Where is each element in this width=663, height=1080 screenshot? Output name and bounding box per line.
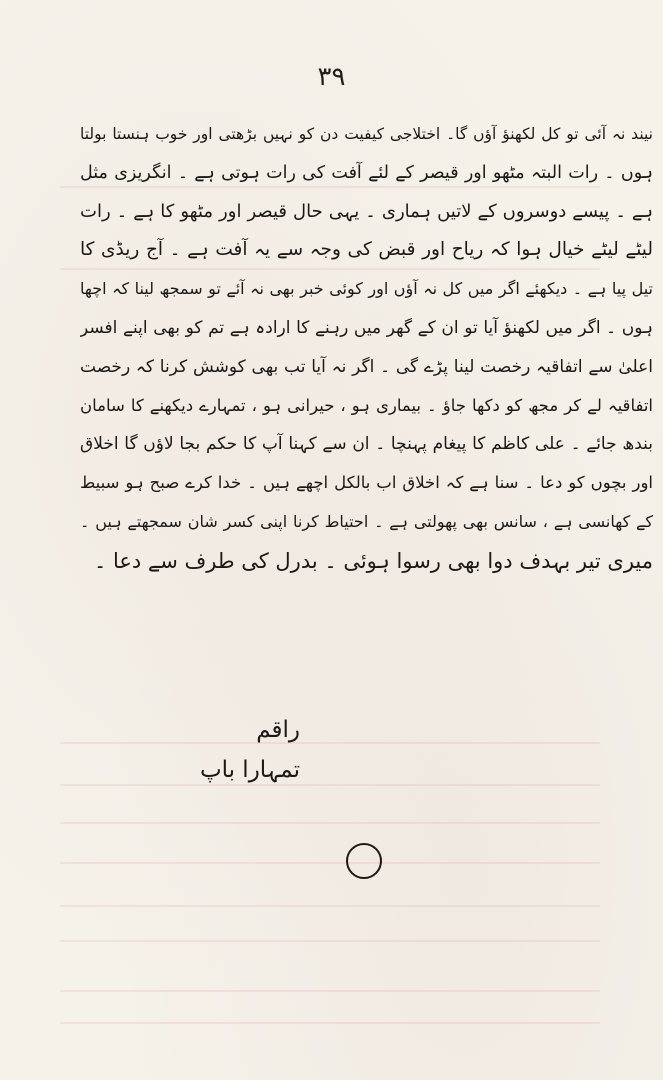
letter-line: لیٹے لیٹے خیال ہوا کہ ریاح اور قبض کی وجہ سے یہ آفت ہے ۔ آج ریڈی کا (80, 239, 653, 261)
bleed-through-line (60, 742, 600, 744)
page-number: ۳۹ (317, 62, 346, 92)
letter-line: تیل پیا ہے ۔ دیکھئے اگر میں کل نہ آؤں اور کوئی خبر بھی نہ آئے تو سمجھ لینا کہ اچھا (80, 279, 653, 299)
end-circle-icon (346, 843, 382, 879)
bleed-through-line (60, 905, 600, 907)
letter-line: اعلیٰ سے اتفاقیہ رخصت لینا پڑے گی ۔ اگر نہ آیا تب بھی کوشش کرنا کہ رخصت (80, 356, 653, 377)
signature-label: راقم (256, 717, 300, 743)
letter-line: اور بچوں کو دعا ۔ سنا ہے کہ اخلاق اب بالکل اچھے ہیں ۔ خدا کرے صبح ہو سبیط (80, 473, 653, 493)
signature-block (190, 710, 300, 790)
bleed-through-line (60, 990, 600, 992)
bleed-through-line (60, 940, 600, 942)
signature-name: تمہارا باپ (199, 757, 300, 783)
bleed-through-line (60, 822, 600, 824)
letter-line: ہے ۔ پیسے دوسروں کے لاتیں ہماری ۔ یہی حال قیصر اور مٹھو کا ہے ۔ رات (80, 200, 653, 222)
letter-line: نیند نہ آئی تو کل لکھنؤ آؤں گا۔ اختلاجی کیفیت دن کو نہیں بڑھتی اور خوب ہنستا بولتا (80, 125, 653, 143)
bleed-through-line (60, 784, 600, 786)
letter-line: ہوں ۔ اگر میں لکھنؤ آیا تو ان کے گھر میں رہنے کا ارادہ ہے تم کو بھی اپنے افسر (80, 317, 653, 338)
letter-line: ہوں ۔ رات البتہ مٹھو اور قیصر کے لئے آفت کی رات ہوتی ہے ۔ انگریزی مثل (80, 162, 653, 183)
letter-line: کے کھانسی ہے ، سانس بھی پھولتی ہے ۔ احتیاط کرنا اپنی کسر شان سمجھتے ہیں ۔ (80, 511, 653, 531)
bleed-through-line (60, 1022, 600, 1024)
letter-line: بندھ جائے ۔ علی کاظم کا پیغام پہنچا ۔ ان سے کہنا آپ کا حکم بجا لاؤں گا اخلاق (80, 434, 653, 455)
bleed-through-line (60, 862, 600, 864)
letter-line: میری تیر بہدف دوا بھی رسوا ہوئی ۔ بدرل کی طرف سے دعا ۔ (93, 548, 653, 573)
letter-body (80, 115, 653, 581)
letter-line: اتفاقیہ لے کر مجھ کو دکھا جاؤ ۔ بیماری ہو ، حیرانی ہو ، تمہارے دیکھنے کا سامان (80, 395, 653, 415)
